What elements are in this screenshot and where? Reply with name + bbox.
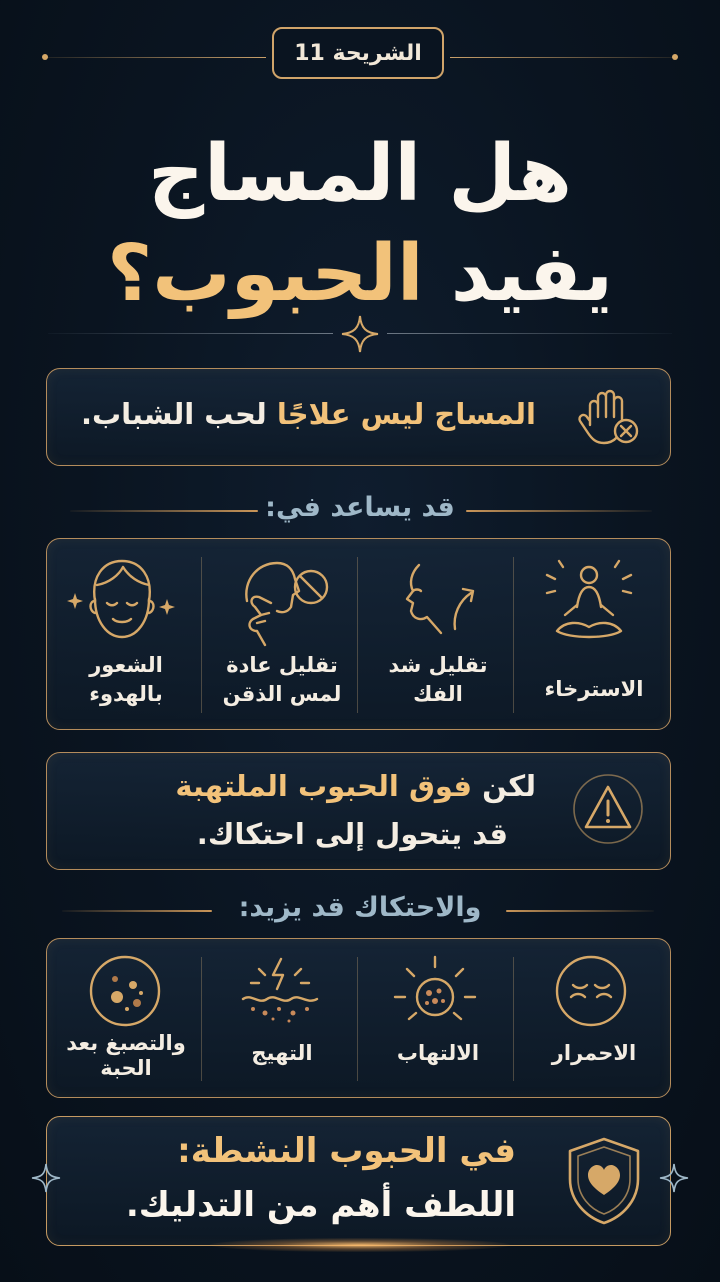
badge-dot-left (42, 54, 48, 60)
redness-icon (553, 953, 629, 1029)
final-line-2: اللطف أهم من التدليك. (125, 1185, 516, 1225)
effect-label-inflammation: الالتهاب (396, 1041, 480, 1065)
help-label-jaw: تقليل شد الفك (388, 653, 488, 707)
bottom-glow (210, 1238, 510, 1252)
effect-label-redness: الاحمرار (551, 1041, 637, 1065)
help-label-touch: تقليل عادة لمس الذقن (222, 653, 342, 707)
badge-line-right (450, 57, 676, 58)
helps-card (46, 538, 671, 730)
inflammation-icon (391, 953, 479, 1031)
title-prefix: يفيد (423, 229, 614, 319)
help-label-calm: الشعور بالهدوء (89, 653, 163, 707)
warning-highlight: فوق الحبوب الملتهبة (175, 769, 473, 803)
pigmentation-icon (87, 953, 163, 1029)
not-treatment-highlight: المساج ليس علاجًا (276, 397, 536, 431)
friction-heading: والاحتكاك قد يزيد: (238, 892, 482, 923)
not-treatment-rest: لحب الشباب. (80, 397, 277, 431)
helps-sep-1 (201, 557, 202, 713)
effect-label-irritation: التهيج (251, 1041, 313, 1065)
warning-prefix: لكن (472, 769, 536, 803)
effects-sep-1 (201, 957, 202, 1081)
warning-line-1 (175, 769, 536, 803)
helps-heading: قد يساعد في: (265, 492, 455, 523)
help-label-relaxation: الاسترخاء (544, 677, 644, 701)
warning-line-2: قد يتحول إلى احتكاك. (196, 817, 508, 851)
calm-face-icon (67, 555, 177, 649)
title-highlight: الحبوب (152, 229, 424, 319)
title-divider-right (387, 333, 672, 334)
final-highlight: في الحبوب النشطة: (177, 1131, 516, 1171)
final-line-1 (177, 1131, 516, 1171)
title-suffix: ؟ (106, 229, 153, 319)
title-line-1: هل المساج (147, 129, 573, 219)
no-touch-icon (231, 557, 335, 649)
helps-sep-3 (513, 557, 514, 713)
shield-heart-icon (564, 1135, 644, 1227)
jaw-icon (393, 559, 485, 651)
final-card (46, 1116, 671, 1246)
warning-icon (572, 773, 644, 845)
badge-line-left (44, 57, 266, 58)
title-divider-left (48, 333, 333, 334)
sparkle-icon (340, 314, 380, 354)
effect-label-pigmentation: والتصبغ بعد الحبة (66, 1031, 186, 1081)
not-treatment-text (81, 397, 536, 431)
hand-stop-icon (576, 387, 642, 449)
effects-sep-2 (357, 957, 358, 1081)
not-treatment-card (46, 368, 671, 466)
sparkle-right-icon (658, 1162, 690, 1194)
sparkle-left-icon (30, 1162, 62, 1194)
effects-sep-3 (513, 957, 514, 1081)
irritation-icon (237, 955, 323, 1035)
meditation-icon (543, 559, 635, 649)
warning-card (46, 752, 671, 870)
effects-card (46, 938, 671, 1098)
helps-sep-2 (357, 557, 358, 713)
badge-dot-right (672, 54, 678, 60)
title-line-2 (0, 229, 720, 319)
slide-badge: الشريحة 11 (272, 27, 444, 79)
